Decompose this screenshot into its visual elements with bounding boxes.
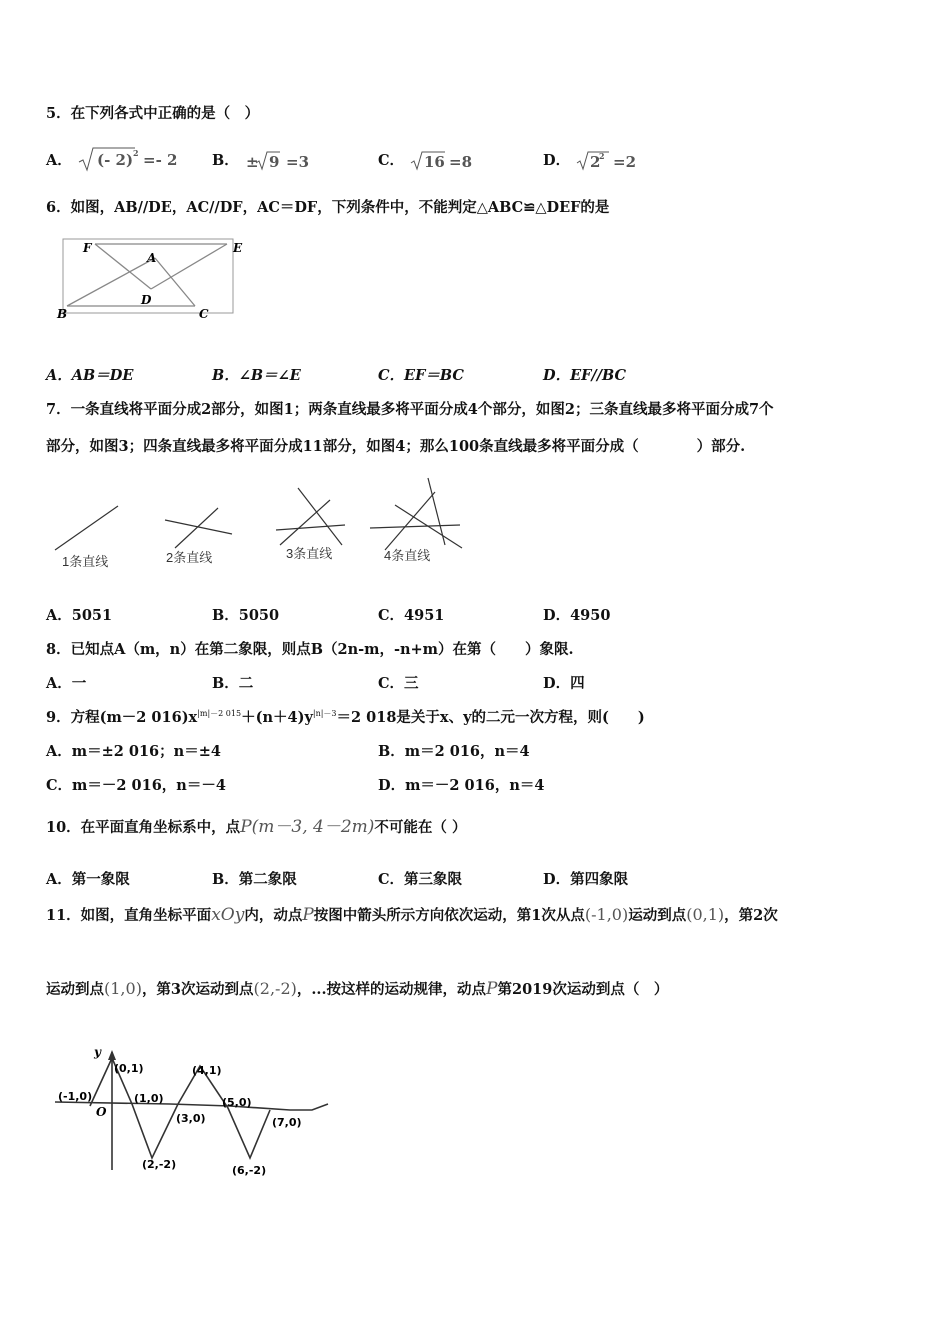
q11-pt-6-neg2: (6,-2) — [232, 1164, 267, 1177]
q5-stem: 5．在下列各式中正确的是（ ） — [46, 105, 260, 122]
q5-option-b-math — [244, 146, 324, 176]
q7-fig4-label: 4条直线 — [384, 548, 431, 563]
q6-option-a[interactable]: A．AB＝DE — [46, 367, 134, 384]
svg-text:9: 9 — [268, 153, 280, 171]
svg-text:±: ± — [245, 153, 259, 171]
svg-text:2: 2 — [132, 148, 139, 158]
q9-option-a[interactable]: A．m＝±2 016；n＝±4 — [46, 743, 221, 760]
svg-text:2: 2 — [590, 153, 601, 171]
q7-option-c[interactable]: C．4951 — [378, 607, 445, 624]
q11-y-arrow — [108, 1050, 116, 1060]
q10-option-a[interactable]: A．第一象限 — [46, 871, 130, 888]
q5-option-d-label: D． — [543, 152, 571, 169]
q9-option-b[interactable]: B．m＝2 016，n＝4 — [378, 743, 530, 760]
q7-fig2-label: 2条直线 — [166, 550, 213, 565]
q6-label-c: C — [199, 307, 209, 321]
svg-text:=2: =2 — [613, 153, 637, 171]
q6-figure — [55, 236, 245, 326]
q5-option-c-label: C． — [378, 152, 405, 169]
q7-stem-line2: 部分，如图3；四条直线最多将平面分成11部分，如图4；那么100条直线最多将平面分成（ ）部分. — [46, 438, 746, 455]
q8-option-a[interactable]: A．一 — [46, 675, 87, 692]
q7-stem-line1: 7．一条直线将平面分成2部分，如图1；两条直线最多将平面分成4个部分，如图2；三条直线最多将平面分成7个 — [46, 401, 774, 418]
svg-text:16: 16 — [424, 153, 445, 171]
q7-fig1-label: 1条直线 — [62, 554, 109, 569]
q5-option-b-label: B． — [212, 152, 239, 169]
q10-option-c[interactable]: C．第三象限 — [378, 871, 463, 888]
svg-text:(- 2): (- 2) — [96, 151, 133, 169]
q5-option-b[interactable] — [212, 146, 324, 176]
q11-pt-7-0: (7,0) — [272, 1116, 302, 1129]
q6-label-d: D — [141, 293, 152, 307]
q5-option-a-math — [77, 146, 187, 176]
q11-figure — [50, 1040, 340, 1190]
q5-option-d-math — [575, 146, 655, 176]
q11-origin-label: O — [96, 1105, 107, 1119]
q6-label-e: E — [233, 241, 243, 255]
q6-label-b: B — [57, 307, 68, 321]
q10-option-b[interactable]: B．第二象限 — [212, 871, 297, 888]
q6-label-a: A — [147, 251, 157, 265]
q11-pt-5-0: (5,0) — [222, 1096, 252, 1109]
q5-option-c-math — [409, 146, 489, 176]
q5-option-d[interactable] — [543, 146, 655, 176]
q7-figure — [40, 470, 480, 580]
svg-text:2: 2 — [599, 151, 605, 161]
q6-stem: 6．如图，AB//DE，AC//DF，AC＝DF，下列条件中，不能判定△ABC≌△DEF的是 — [46, 199, 610, 216]
q7-option-d[interactable]: D．4950 — [543, 607, 611, 624]
q11-pt-0-1: (0,1) — [114, 1062, 144, 1075]
svg-text:=- 2: =- 2 — [142, 151, 178, 169]
q5-option-c[interactable] — [378, 146, 489, 176]
q8-stem: 8．已知点A（m，n）在第二象限，则点B（2n-m，-n+m）在第（ ）象限. — [46, 641, 574, 658]
q8-option-b[interactable]: B．二 — [212, 675, 254, 692]
q9-option-d[interactable]: D．m＝－2 016，n＝4 — [378, 777, 545, 794]
q9-option-c[interactable]: C．m＝－2 016，n＝－4 — [46, 777, 226, 794]
q5-option-a-label: A． — [46, 152, 72, 169]
q10-stem: 10．在平面直角坐标系中，点P(m－3, 4－2m)不可能在（ ） — [46, 817, 467, 837]
q7-option-b[interactable]: B．5050 — [212, 607, 280, 624]
q7-fig3-label: 3条直线 — [286, 546, 333, 561]
q6-label-f: F — [83, 241, 92, 255]
q8-option-c[interactable]: C．三 — [378, 675, 419, 692]
q11-pt-1-0: (1,0) — [134, 1092, 164, 1105]
q11-y-label: y — [94, 1045, 101, 1059]
q11-stem-line2: 运动到点(1,0)，第3次运动到点(2,-2)，...按这样的运动规律，动点P第2019次运动到点（ ） — [46, 979, 669, 999]
q6-option-b[interactable]: B．∠B＝∠E — [212, 367, 301, 384]
q11-pt-4-1: (4,1) — [192, 1064, 222, 1077]
svg-text:=3: =3 — [285, 153, 309, 171]
q8-option-d[interactable]: D．四 — [543, 675, 585, 692]
q9-stem: 9．方程(m－2 $016)x^{|m|-2 015}+(n+4)y^{|n|-3}=2$ 018是关于x、y的二元一次方程，则( ) — [46, 709, 645, 726]
q11-pt-3-0: (3,0) — [176, 1112, 206, 1125]
q10-option-d[interactable]: D．第四象限 — [543, 871, 629, 888]
q7-option-a[interactable]: A．5051 — [46, 607, 113, 624]
q5-option-a[interactable] — [46, 146, 187, 176]
q6-option-d[interactable]: D．EF//BC — [543, 367, 627, 384]
q11-stem-line1: 11．如图，直角坐标平面xOy内，动点P按图中箭头所示方向依次运动，第1次从点(-1,0)运动到点(0,1)，第2次 — [46, 905, 778, 925]
svg-text:=8: =8 — [449, 153, 473, 171]
q11-pt-neg1-0: (-1,0) — [58, 1090, 93, 1103]
q6-option-c[interactable]: C．EF＝BC — [378, 367, 464, 384]
q10-point: P(m－3, 4－2m) — [240, 817, 375, 837]
q11-pt-2-neg2: (2,-2) — [142, 1158, 177, 1171]
